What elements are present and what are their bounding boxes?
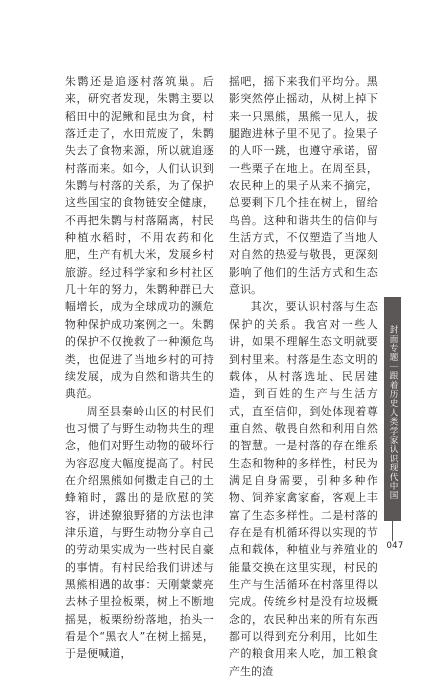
article-column-right: [229, 73, 378, 680]
article-column-left: [65, 73, 214, 663]
section-tab: 封面专题｜跟着历史人类学家认识现代中国: [384, 297, 401, 521]
article-paragraph: 朱鹮还是追逐村落筑巢。后来，研究者发现，朱鹮主要以稻田中的泥鳅和昆虫为食，村落迁走了，水田荒废了，朱鹮失去了食物来源，所以就追逐村落而来。如今，人们认识到朱鹮与村落的关系，为了保护这些国宝的食物链安全健康，不再把朱鹮与村落隔离，村民种植水稻时，不用农药和化肥，生产有机大米，发展乡村旅游。经过科学家和乡村社区几十年的努力，朱鹮种群已大幅增长，成为全球成功的濒危物种保护成功案例之一。朱鹮的保护不仅挽救了一种濒危鸟类，也促进了当地乡村的可持续发展，成为自然和谐共生的典范。: [65, 75, 214, 401]
section-tab-rule: [392, 521, 393, 541]
article-paragraph: 其次，要认识村落与生态保护的关系。我宫对一些人讲，如果不理解生态文明就要到村里来。村落是生态文明的载体，从村落选址、民居建造，到百姓的生产与生活方式，直至信仰，到处体现着尊重自然、敬畏自然和利用自然的智慧。一是村落的存在维系生态和物种的多样性，村民为满足自身需要，引种多种作物、饲养家禽家畜，客观上丰富了生态多样性。二是村落的存在是有机循环得以实现的节点和载体，种植业与养殖业的能量交换在这里实现，村民的生产与生活循环在村落里得以完成。传统乡村是没有垃圾概念的，农民种出来的所有东西都可以得到充分利用，比如生产的粮食用来人吃，加工粮食产生的渣: [229, 300, 378, 678]
article-paragraph: 周至县秦岭山区的村民们也习惯了与野生动物共生的理念，他们对野生动物的破坏行为容忍度大幅度提高了。村民在介绍黑熊如何擞走自己的土蜂箱时，露出的是欣慰的笑容，讲述獠狼野猪的方法也津津乐道，与野生动物分享自己的劳动果实成为一些村民自豪的事情。有村民给我们讲述与黑熊相遇的故事：天刚蒙蒙亮去林子里捡板栗，树上不断地摇晃，板栗纷纷落地，抬头一看是个“黑衣人”在树上摇晃，于是便喊道，: [65, 404, 214, 661]
page-number: 047: [386, 541, 404, 551]
article-paragraph: 摇吧，摇下来我们平均分。黑影突然停止摇动，从树上掉下来一只黑熊，黑熊一见人，拔腿跑进林子里不见了。捡果子的人吓一跳，也遵守承诺，留一些栗子在地上。在周至县，农民种上的果子从来不摘完，总要剩下几个挂在树上，留给鸟兽。这种和谐共生的信仰与生活方式，不仅塑造了当地人对自然的热爱与敬畏，更深刻影响了他们的生活方式和生态意识。: [229, 75, 378, 297]
